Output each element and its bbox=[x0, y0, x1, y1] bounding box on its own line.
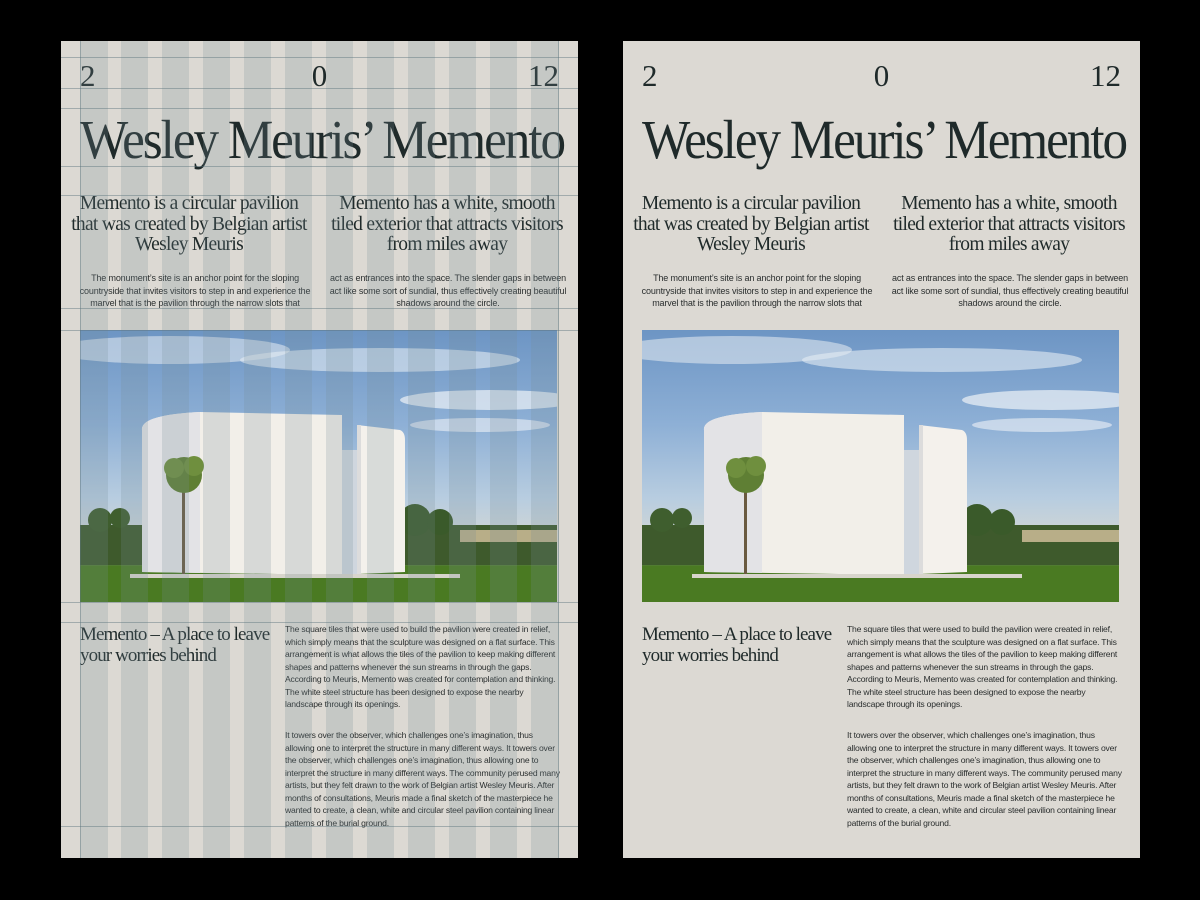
poster-title: Wesley Meuris’ Memento bbox=[80, 109, 565, 170]
intro-right: act as entrances into the space. The slender gaps in between act like some sort of sundial, thus effectively creating beautiful shadows around the circle. bbox=[329, 273, 567, 308]
body-paragraph: It towers over the observer, which challenges one’s imagination, thus allowing one to interpret the structure in many different ways. It towers over the observer, which challenges one’s imagination, thus allowing one to interpret the structure in many different ways. The community perused many artists, but they felt drawn to the work of Belgian artist Wesley Meuris. After months of consultations, Meuris made a final sketch of the masterpiece he wanted to create, a clean, white and circular steel pavilion containing linear patterns of the burial ground. bbox=[285, 730, 560, 828]
pavilion-illustration bbox=[642, 330, 1119, 602]
year-row bbox=[80, 59, 559, 93]
pavilion-photo bbox=[80, 330, 557, 602]
lede-left: Memento is a circular pavilion that was created by Belgian artist Wesley Meuris bbox=[633, 193, 869, 255]
grid-guide-line bbox=[61, 602, 578, 603]
body-paragraph: It towers over the observer, which challenges one’s imagination, thus allowing one to interpret the structure in many different ways. It towers over the observer, which challenges one’s imagination, thus allowing one to interpret the structure in many different ways. The community perused many artists, but they felt drawn to the work of Belgian artist Wesley Meuris. After months of consultations, Meuris made a final sketch of the masterpiece he wanted to create, a clean, white and circular steel pavilion containing linear patterns of the burial ground. bbox=[847, 730, 1122, 828]
poster-title: Wesley Meuris’ Memento bbox=[642, 109, 1127, 170]
intro-right: act as entrances into the space. The slender gaps in between act like some sort of sundial, thus effectively creating beautiful shadows around the circle. bbox=[891, 273, 1129, 308]
lede-left: Memento is a circular pavilion that was created by Belgian artist Wesley Meuris bbox=[71, 193, 307, 255]
body-paragraph: The square tiles that were used to build the pavilion were created in relief, which simply means that the sculpture was designed on a flat surface. This arrangement is what allows the tiles of the pavilion to keep making different shapes and patterns whenever the sun streams in through the gaps. According to Meuris, Memento was created for contemplation and thinking. The white steel structure has been designed to expose the nearby landscape through its openings. bbox=[847, 624, 1118, 709]
pavilion-illustration bbox=[80, 330, 557, 602]
lede-right: Memento has a white, smooth tiled exterior that attracts visitors from miles away bbox=[331, 193, 563, 255]
poster-clean bbox=[623, 41, 1140, 858]
subheading: Memento – A place to leave your worries behind bbox=[80, 624, 270, 666]
poster-with-grid bbox=[61, 41, 578, 858]
body-paragraph: The square tiles that were used to build the pavilion were created in relief, which simply means that the sculpture was designed on a flat surface. This arrangement is what allows the tiles of the pavilion to keep making different shapes and patterns whenever the sun streams in through the gaps. According to Meuris, Memento was created for contemplation and thinking. The white steel structure has been designed to expose the nearby landscape through its openings. bbox=[285, 624, 556, 709]
year-digit: 0 bbox=[311, 58, 328, 93]
subheading: Memento – A place to leave your worries behind bbox=[642, 624, 832, 666]
year-digit: 2 bbox=[80, 58, 96, 93]
year-digit: 12 bbox=[1090, 58, 1121, 93]
year-digit: 0 bbox=[873, 58, 890, 93]
intro-left: The monument’s site is an anchor point for the sloping countryside that invites visitors to step in and experience the marvel that is the pavilion through the narrow slots that bbox=[641, 273, 873, 308]
year-row bbox=[642, 59, 1121, 93]
year-digit: 2 bbox=[642, 58, 658, 93]
intro-left: The monument’s site is an anchor point for the sloping countryside that invites visitors to step in and experience the marvel that is the pavilion through the narrow slots that bbox=[79, 273, 311, 308]
year-digit: 12 bbox=[528, 58, 559, 93]
pavilion-photo bbox=[642, 330, 1119, 602]
lede-right: Memento has a white, smooth tiled exterior that attracts visitors from miles away bbox=[893, 193, 1125, 255]
